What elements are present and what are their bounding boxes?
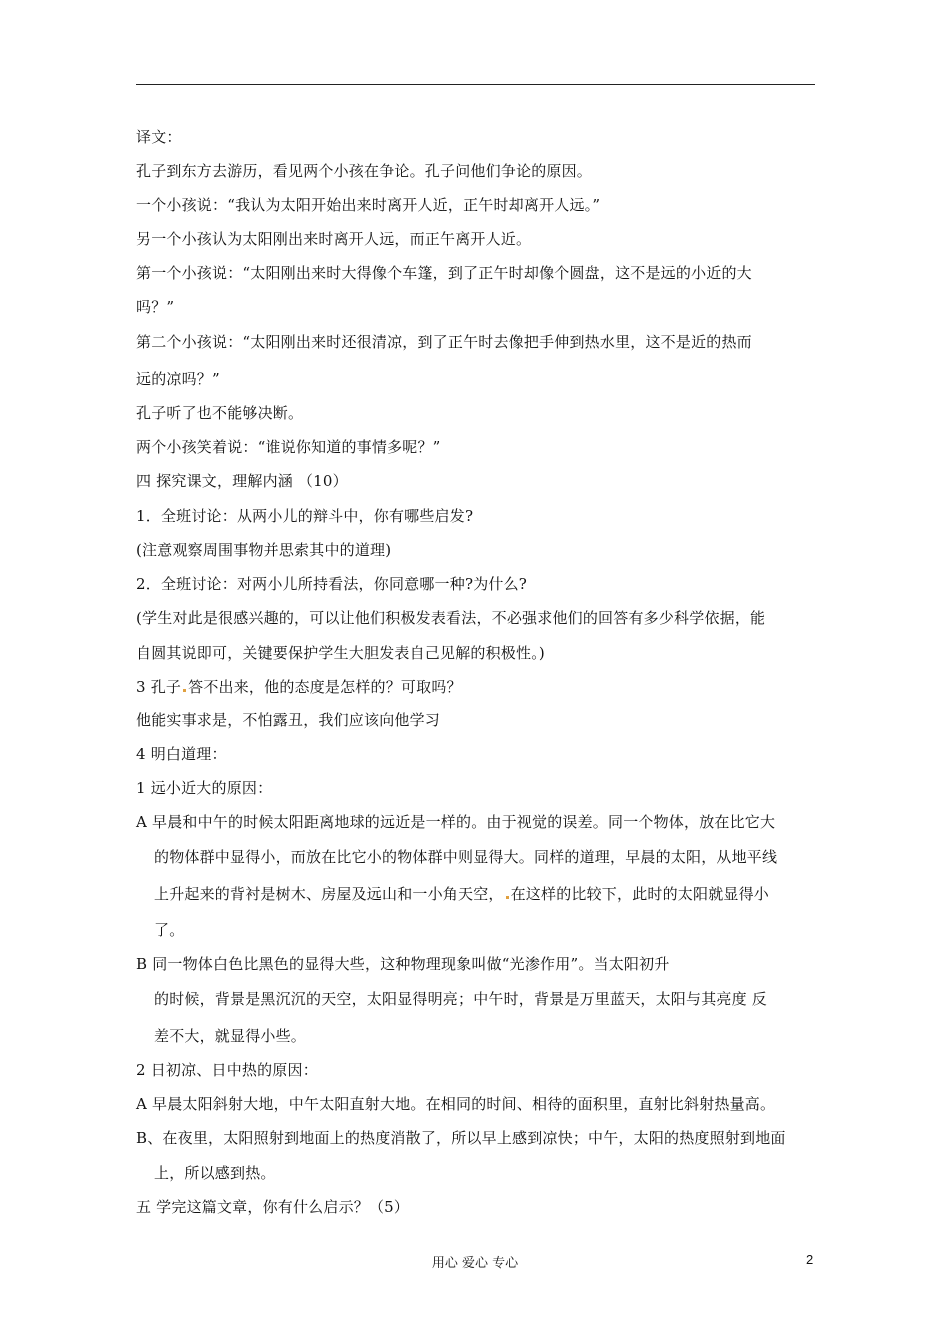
reason-part: 在这样的比较下，此时的太阳就显得小 <box>510 885 770 903</box>
answer: 他能实事求是，不怕露丑，我们应该向他学习 <box>136 711 441 729</box>
translation-line: 吗？” <box>136 298 175 316</box>
reason-text: 的物体群中显得小，而放在比它小的物体群中则显得大。同样的道理，早晨的太阳，从地平线 <box>154 848 778 866</box>
reason-text: 上，所以感到热。 <box>154 1164 276 1182</box>
translation-line: 两个小孩笑着说：“谁说你知道的事情多呢？” <box>136 438 441 456</box>
reason-text <box>154 884 769 904</box>
reason-text: 了。 <box>154 921 185 939</box>
header-rule <box>136 84 815 85</box>
mark-dot <box>506 896 509 899</box>
question: 1．全班讨论：从两小儿的辩斗中，你有哪些启发? <box>136 507 474 525</box>
translation-line: 第一个小孩说：“太阳刚出来时大得像个车篷，到了正午时却像个圆盘，这不是远的小近的大 <box>136 264 752 282</box>
section-heading: 四 探究课文，理解内涵 （10） <box>136 472 348 490</box>
mark-dot <box>183 689 186 692</box>
reason-title: 1 远小近大的原因： <box>136 779 273 797</box>
translation-line: 远的凉吗？” <box>136 370 220 388</box>
question-note: 自圆其说即可，关键要保护学生大胆发表自己见解的积极性。) <box>136 644 545 662</box>
question-note: (注意观察周围事物并思索其中的道理) <box>136 541 392 559</box>
page-number: 2 <box>806 1252 814 1267</box>
question-part: 答不出来，他的态度是怎样的？可取吗？ <box>188 678 462 696</box>
question-part: 3 孔子 <box>136 678 182 696</box>
reason-text: 的时候，背景是黑沉沉的天空，太阳显得明亮；中午时，背景是万里蓝天，太阳与其亮度 反 <box>154 990 767 1008</box>
translation-label: 译文： <box>136 128 182 146</box>
page-footer: 用心 爱心 专心 <box>431 1256 519 1271</box>
reason-text: 差不大，就显得小些。 <box>154 1027 307 1045</box>
translation-line: 第二个小孩说：“太阳刚出来时还很清凉，到了正午时去像把手伸到热水里，这不是近的热而 <box>136 333 752 351</box>
translation-line: 孔子到东方去游历，看见两个小孩在争论。孔子问他们争论的原因。 <box>136 162 593 180</box>
translation-line: 一个小孩说：“我认为太阳开始出来时离开人近，正午时却离开人远。” <box>136 196 601 214</box>
reason-part: 上升起来的背衬是树木、房屋及远山和一小角天空， <box>154 885 504 903</box>
reason-title: 2 日初凉、日中热的原因： <box>136 1061 318 1079</box>
reason-text: A 早晨太阳斜射大地，中午太阳直射大地。在相同的时间、相待的面积里，直射比斜射热量高。 <box>136 1095 776 1113</box>
question-note: (学生对此是很感兴趣的，可以让他们积极发表看法，不必强求他们的回答有多少科学依据，能 <box>136 609 766 627</box>
reason-text: B 同一物体白色比黑色的显得大些，这种物理现象叫做“光渗作用”。当太阳初升 <box>136 955 670 973</box>
reason-text: A 早晨和中午的时候太阳距离地球的远近是一样的。由于视觉的误差。同一个物体，放在比它大 <box>136 813 776 831</box>
question: 2．全班讨论：对两小儿所持看法，你同意哪一种?为什么? <box>136 575 528 593</box>
subheading: 4 明白道理： <box>136 745 227 763</box>
section-heading: 五 学完这篇文章，你有什么启示？（5） <box>136 1198 410 1216</box>
translation-line: 孔子听了也不能够决断。 <box>136 404 304 422</box>
reason-text: B、在夜里，太阳照射到地面上的热度消散了，所以早上感到凉快；中午，太阳的热度照射到地面 <box>136 1129 786 1147</box>
question <box>136 677 462 697</box>
translation-line: 另一个小孩认为太阳刚出来时离开人远，而正午离开人近。 <box>136 230 532 248</box>
